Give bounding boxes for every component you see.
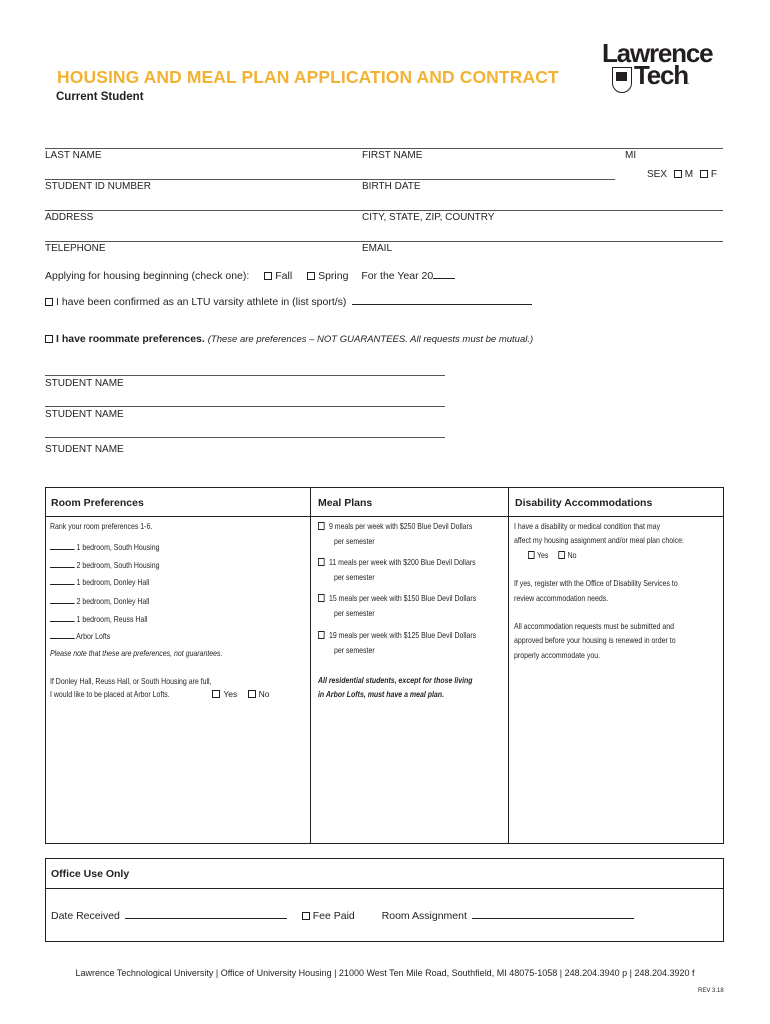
room-option: [50, 558, 159, 570]
roommate-row: [45, 333, 533, 345]
last-name-label: LAST NAME: [45, 150, 102, 161]
athlete-row: [45, 295, 532, 308]
rank-field[interactable]: [50, 540, 75, 550]
column-divider: [310, 487, 311, 844]
fee-paid-checkbox[interactable]: [302, 912, 310, 920]
rank-field[interactable]: [50, 575, 75, 585]
roommate-note: (These are preferences – NOT GUARANTEES. All requests must be mutual.): [207, 334, 534, 345]
athlete-label: I have been confirmed as an LTU varsity athlete in (list sport/s): [56, 296, 347, 308]
divider: [45, 179, 615, 180]
spring-checkbox[interactable]: [307, 272, 315, 280]
student-name-line[interactable]: [45, 406, 445, 407]
room-option-label: 1 bedroom, South Housing: [76, 542, 160, 552]
sex-f-checkbox[interactable]: [700, 170, 708, 178]
room-option-label: 2 bedroom, Donley Hall: [76, 596, 150, 606]
disability-yes-label: Yes: [537, 550, 549, 560]
meal-plan-sub: per semester: [334, 536, 375, 546]
university-logo: Lawrence Tech.: [600, 40, 718, 102]
disability-text: approved before your housing is renewed in order to: [514, 635, 676, 645]
telephone-label: TELEPHONE: [45, 243, 106, 254]
fall-checkbox[interactable]: [264, 272, 272, 280]
room-option: [50, 612, 147, 624]
mi-label: MI: [625, 150, 637, 161]
student-name-line[interactable]: [45, 375, 445, 376]
meal-plan-note: in Arbor Lofts, must have a meal plan.: [318, 689, 445, 699]
applying-row: [45, 269, 455, 282]
fall-label: Fall: [275, 270, 293, 282]
disability-header: Disability Accommodations: [515, 497, 653, 509]
date-received-field[interactable]: [125, 909, 287, 919]
room-option-label: 2 bedroom, South Housing: [76, 560, 160, 570]
arbor-yes-label: Yes: [223, 689, 238, 699]
meal-plan-option: 11 meals per week with $200 Blue Devil Dollars: [318, 557, 476, 567]
date-received-label: Date Received: [51, 910, 120, 922]
office-row: [51, 909, 634, 922]
roommate-label: I have roommate preferences.: [56, 333, 205, 345]
roommate-checkbox[interactable]: [45, 335, 53, 343]
room-preferences-header: Room Preferences: [51, 497, 144, 509]
room-assignment-label: Room Assignment: [381, 910, 467, 922]
room-option: [50, 540, 159, 552]
arbor-yes-checkbox[interactable]: [212, 690, 220, 698]
applying-label: Applying for housing beginning (check one):: [45, 270, 250, 282]
arbor-lofts-question: I would like to be placed at Arbor Lofts.: [50, 689, 170, 699]
rank-field[interactable]: [50, 558, 75, 568]
meal-plan-checkbox[interactable]: [318, 631, 325, 639]
athlete-checkbox[interactable]: [45, 298, 53, 306]
divider: [45, 241, 723, 242]
disability-text: properly accommodate you.: [514, 650, 601, 660]
room-note: Please note that these are preferences, not guarantees.: [50, 648, 223, 658]
disability-text: If yes, register with the Office of Disability Services to: [514, 578, 678, 588]
office-divider: [45, 888, 724, 889]
student-name-label: STUDENT NAME: [45, 378, 124, 389]
rank-field[interactable]: [50, 594, 75, 604]
sex-label: SEX: [647, 169, 668, 180]
footer-contact: Lawrence Technological University | Office of University Housing | 21000 West Ten Mile Road, Southfield, MI 48075-1058 | 248.204.3940 p | 248.204.3920 f: [75, 968, 695, 978]
arbor-lofts-note: If Donley Hall, Reuss Hall, or South Housing are full,: [50, 676, 212, 686]
sex-field: [647, 169, 717, 180]
email-label: EMAIL: [362, 243, 393, 254]
seal-icon: [612, 67, 632, 93]
address-label: ADDRESS: [45, 212, 94, 223]
room-intro: Rank your room preferences 1-6.: [50, 521, 153, 531]
room-assignment-field[interactable]: [472, 909, 634, 919]
room-option-label: 1 bedroom, Reuss Hall: [76, 614, 148, 624]
sex-m-label: M: [684, 169, 694, 180]
meal-plan-checkbox[interactable]: [318, 522, 325, 530]
disability-choice: [528, 550, 576, 560]
disability-no-label: No: [567, 550, 577, 560]
meal-plans-header: Meal Plans: [318, 497, 373, 509]
spring-label: Spring: [318, 270, 349, 282]
student-id-label: STUDENT ID NUMBER: [45, 181, 151, 192]
divider: [45, 148, 723, 149]
meal-plan-note: All residential students, except for those living: [318, 675, 473, 685]
year-label: For the Year 20: [361, 270, 434, 282]
room-option-label: 1 bedroom, Donley Hall: [76, 577, 150, 587]
year-field[interactable]: [433, 269, 455, 279]
disability-no-checkbox[interactable]: [559, 551, 566, 559]
disability-text: All accommodation requests must be submitted and: [514, 621, 675, 631]
meal-plan-sub: per semester: [334, 572, 375, 582]
arbor-no-label: No: [258, 689, 270, 699]
meal-plan-option: 15 meals per week with $150 Blue Devil Dollars: [318, 593, 476, 603]
meal-plan-sub: per semester: [334, 608, 375, 618]
rank-field[interactable]: [50, 629, 75, 639]
room-option: [50, 575, 149, 587]
birth-date-label: BIRTH DATE: [362, 181, 421, 192]
disability-text: I have a disability or medical condition that may: [514, 521, 661, 531]
column-divider: [508, 487, 509, 844]
room-option-label: Arbor Lofts: [76, 631, 111, 641]
city-label: CITY, STATE, ZIP, COUNTRY: [362, 212, 495, 223]
meal-plan-sub: per semester: [334, 645, 375, 655]
meal-plan-checkbox[interactable]: [318, 558, 325, 566]
disability-text: review accommodation needs.: [514, 593, 609, 603]
table-header-divider: [45, 516, 724, 517]
form-title: HOUSING AND MEAL PLAN APPLICATION AND CONTRACT: [57, 67, 559, 87]
office-use-title: Office Use Only: [51, 868, 130, 880]
meal-plan-option: 19 meals per week with $125 Blue Devil Dollars: [318, 630, 476, 640]
rank-field[interactable]: [50, 612, 75, 622]
sex-f-label: F: [710, 169, 718, 180]
form-subtitle: Current Student: [56, 91, 144, 103]
arbor-lofts-choice: [50, 689, 270, 699]
student-name-line[interactable]: [45, 437, 445, 438]
disability-text: affect my housing assignment and/or meal plan choice:: [514, 535, 684, 545]
student-name-label: STUDENT NAME: [45, 409, 124, 420]
room-option: [50, 594, 149, 606]
first-name-label: FIRST NAME: [362, 150, 423, 161]
disability-yes-checkbox[interactable]: [528, 551, 535, 559]
arbor-no-checkbox[interactable]: [248, 690, 256, 698]
office-use-box: [45, 858, 724, 942]
meal-plan-option: 9 meals per week with $250 Blue Devil Dollars: [318, 521, 472, 531]
sex-m-checkbox[interactable]: [674, 170, 682, 178]
divider: [45, 210, 723, 211]
sport-field[interactable]: [352, 295, 532, 305]
student-name-label: STUDENT NAME: [45, 444, 124, 455]
revision-label: REV 3.18: [698, 988, 724, 994]
meal-plan-checkbox[interactable]: [318, 594, 325, 602]
fee-paid-label: Fee Paid: [312, 910, 355, 922]
room-option: [50, 629, 110, 641]
